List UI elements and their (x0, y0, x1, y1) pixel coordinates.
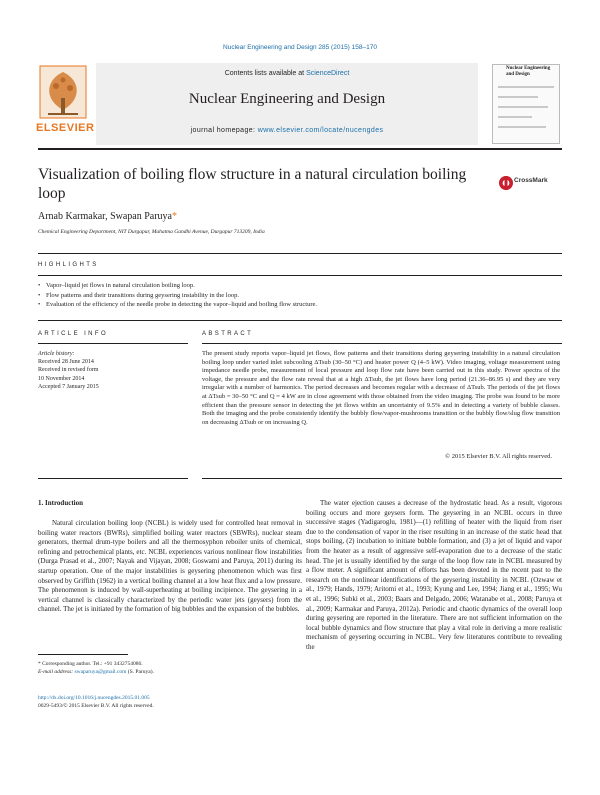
section-rule (38, 478, 188, 479)
homepage-prefix: journal homepage: (190, 127, 256, 134)
cover-decoration (498, 96, 538, 98)
cover-decoration (498, 116, 532, 118)
highlights-heading: HIGHLIGHTS (38, 262, 99, 268)
section-rule (38, 275, 562, 276)
section-rule (38, 253, 562, 254)
highlight-item: • Flow patterns and their transitions during geysering instability in the loop. (38, 291, 558, 301)
cover-title: Nuclear Engineering and Design (506, 66, 551, 77)
section-rule (202, 343, 562, 344)
highlight-item: • Evaluation of the efficiency of the needle probe in detecting the vapor–liquid and boiling flow structure. (38, 300, 558, 310)
elsevier-wordmark: ELSEVIER (36, 122, 95, 134)
author-list (38, 211, 177, 222)
crossmark-label[interactable]: CrossMark (514, 177, 548, 184)
introduction-paragraph-right: The water ejection causes a decrease of the hydrostatic head. As a result, vigorous boiling occurs and more geysers form. The geysering in an NCBL occurs in three successive stages (Yadigaroglu, 1981)—(1) refilling of heater with the liquid from riser due to the condensation of vapor in the riser resulting in an increase of the static head that stops boiling, (2) incubation to initiate bubble formation, and (3) a jet of liquid and vapor from the heater as a result of aggressive self-evaporation due to a decrease of the static head. The jet is usually identified by the surge of the loop flow rate in NCBL measured by a flow meter. A significant amount of efforts has been devoted in the recent past to the research on the nonlinear identifications of the geysering instability in NCBL (Ozwaw et al., 1979; Hands, 1979; Aritomi et al., 1993; Kyung and Lee, 1994; Jiang et al., 1995; Wu et al., 1996; Subki et al., 2003; Baars and Delgado, 2006; Watanabe et al., 2008; Paruya et al., 2009; Karmakar and Paruya, 2012a). Periodic and chaotic dynamics of the overall loop during geysering are reported in the literature. There are not sufficient information on the local bubble dynamics and flow structure that play a vital role in deriving a more realistic mechanism of geysering occurring in NCBL. Very few literatures contribute to revealing the (306, 499, 562, 651)
issn-line: 0029-5493/© 2015 Elsevier B.V. All rights reserved. (38, 703, 154, 709)
sciencedirect-link[interactable]: ScienceDirect (306, 70, 350, 77)
header-rule (38, 148, 562, 150)
history-line: Received in revised form (38, 367, 99, 374)
abstract-body: The present study reports vapor–liquid jet flows, flow patterns and their transitions during geysering instability in a natural circulation boiling loop under varied inlet subcooling ΔTsub (30–50 °C) and heater power Q (4–5 kW). Video imaging, voltage measurement using impedance needle probe, measurement of local pressure and loop flow rate have been carried out in this study. Power spectra of the voltage, the pressure and the flow rate reveal that at a high ΔTsub, the jet flows have long period (21.36–86.95 s) and they are very irregular with a number of harmonics. The period decreases and becomes regular with a decrease of ΔTsub. The periods of the jet flows at ΔTsub = 30–50 °C and Q = 4 kW are in close agreement with those obtained from the video imaging. The probe was found to be more efficient than the pressure sensor in detecting the jet flows within an uncertainty of 9.5% and in detecting a variety of bubble classes. Both the imaging and the probe consistently identify the bubbly flow/vapor-mushrooms transition or the bubbly flow/slug flow transition on decreasing ΔTsub or on increasing Q. (202, 350, 560, 426)
doi-block (38, 694, 298, 710)
email-line (38, 668, 298, 676)
journal-homepage-line (96, 127, 478, 134)
section-rule (38, 320, 562, 321)
email-label: E-mail address: (38, 669, 74, 675)
article-info-heading: ARTICLE INFO (38, 331, 109, 337)
history-line: Accepted 7 January 2015 (38, 383, 99, 390)
corresponding-author-footnote (38, 660, 298, 676)
email-suffix: (S. Paruya). (127, 669, 154, 675)
journal-name: Nuclear Engineering and Design (188, 91, 386, 107)
cover-decoration (498, 86, 554, 88)
contents-prefix: Contents lists available at (224, 70, 305, 77)
highlights-list (38, 281, 558, 310)
article-history (38, 350, 168, 391)
corresponding-author-mark[interactable]: * (172, 211, 177, 222)
section-rule (38, 343, 188, 344)
abstract-heading: ABSTRACT (202, 331, 254, 337)
author-affiliation: Chemical Engineering Department, NIT Durgapur, Mahatma Gandhi Avenue, Durgapur 713209, India (38, 229, 265, 235)
corresponding-author-line: * Corresponding author. Tel.: +91 3432754086. (38, 661, 143, 667)
cover-decoration (498, 106, 548, 108)
history-label: Article history: (38, 351, 75, 357)
footnote-rule (38, 654, 128, 655)
author-names: Arnab Karmakar, Swapan Paruya (38, 211, 172, 222)
highlight-item: • Vapor–liquid jet flows in natural circulation boiling loop. (38, 281, 558, 291)
cover-decoration (498, 126, 546, 128)
article-title: Visualization of boiling flow structure in a natural circulation boiling loop (38, 166, 467, 202)
history-line: 10 November 2014 (38, 375, 85, 382)
doi-link[interactable]: http://dx.doi.org/10.1016/j.nucengdes.2015.01.005 (38, 695, 150, 701)
history-line: Received 28 June 2014 (38, 359, 94, 366)
introduction-paragraph-left: Natural circulation boiling loop (NCBL) is widely used for controlled heat removal in boiling water reactors (BWRs), simplified boiling water reactors (SBWRs), nuclear steam generators, thermal drum-type boilers and all the thermosyphon reboiler units of chemical, refining and petrochemical plants, etc. NCBL experiences various nonlinear flow instabilities (Durga Prasad et al., 2007; Nayak and Vijayan, 2008; Goswami and Paruya, 2011) during its startup operation. One of the major instabilities is geysering phenomenon which was first observed by Griffith (1962) in a vertical boiling channel at a low heat flux and a low pressure. The phenomenon is induced by wall-superheating at boiling incipience. The geysering in a vertical channel is classically characterized by the periodic water jets (geysers) from the channel. The jet is initiated by the formation of big bubbles and the expansion of the bubbles. (38, 519, 302, 614)
homepage-link[interactable]: www.elsevier.com/locate/nucengdes (257, 127, 384, 134)
section-heading-introduction: 1. Introduction (38, 499, 83, 507)
contents-availability-line (96, 70, 478, 77)
abstract-copyright: © 2015 Elsevier B.V. All rights reserved. (445, 453, 552, 460)
section-rule (202, 478, 562, 479)
email-link[interactable]: swaparuya@gmail.com (74, 669, 127, 675)
journal-reference[interactable]: Nuclear Engineering and Design 285 (2015) 158–170 (223, 44, 377, 51)
